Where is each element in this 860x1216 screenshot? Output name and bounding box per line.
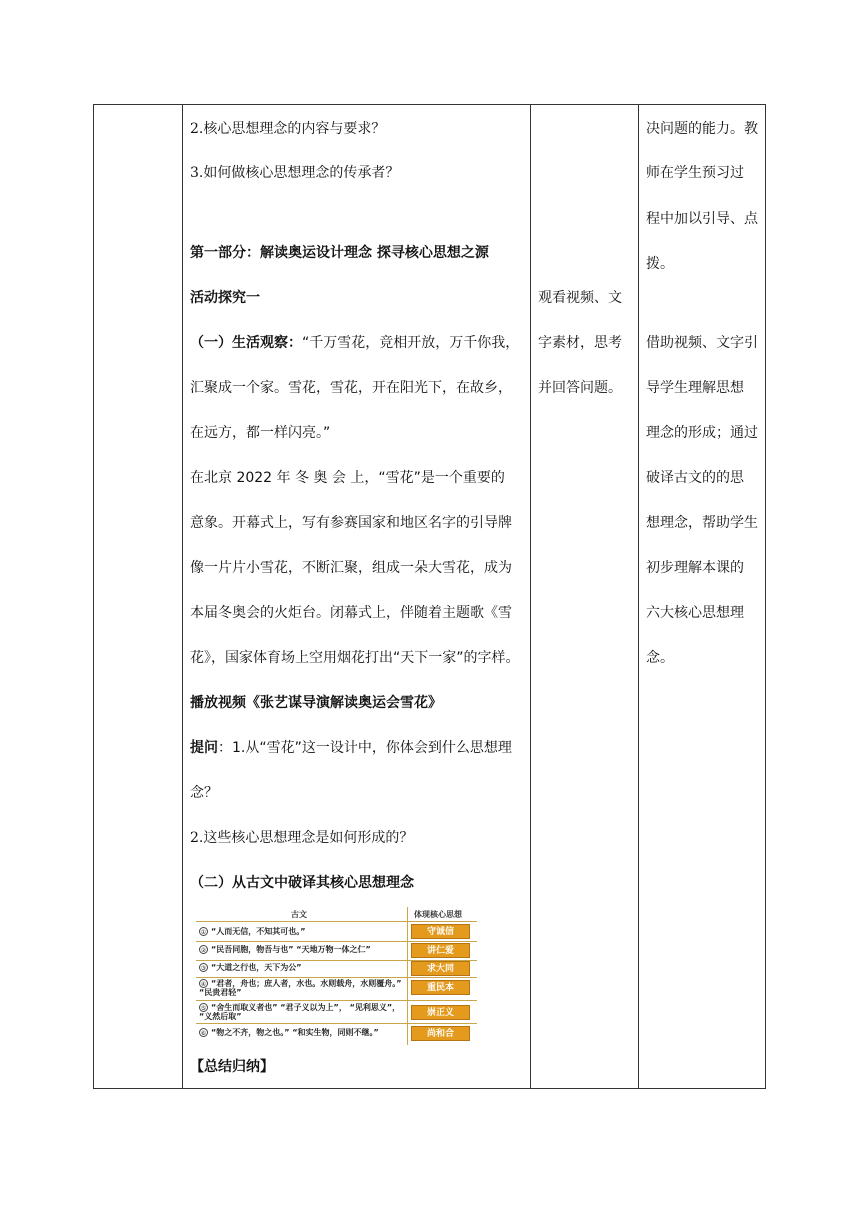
design-intent-line: 破译古文的的思	[646, 470, 744, 486]
ask-text: ：1.从“雪花”这一设计中，你体会到什么思想理	[218, 740, 512, 756]
figure-row-text: ① “人而无信，不知其可也。”	[200, 927, 306, 936]
design-intent-line: 初步理解本课的	[646, 560, 744, 576]
paragraph-line: 在北京 2022 年 冬 奥 会 上，“雪花”是一个重要的	[190, 470, 505, 486]
ancient-text-figure	[196, 907, 477, 1045]
column-divider	[182, 105, 183, 1088]
lyric-line: 汇聚成一个家。雪花，雪花，开在阳光下，在故乡，	[190, 380, 512, 396]
figure-header-right: 体现核心思想	[414, 910, 462, 919]
column-divider	[530, 105, 531, 1088]
figure-rule	[196, 977, 477, 978]
design-intent-line: 师在学生预习过	[646, 165, 744, 181]
core-idea-badge: 守诚信	[411, 924, 470, 939]
design-intent-line: 拨。	[646, 256, 674, 272]
ask-label: 提问	[190, 740, 218, 756]
student-activity-line: 字素材，思考	[538, 335, 622, 351]
paragraph-line: 花》，国家体育场上空用烟花打出“天下一家”的字样。	[190, 650, 520, 666]
figure-rule	[196, 921, 477, 922]
figure-row-text: ⑥ “物之不齐，物之也。” “和实生物，同则不继。”	[200, 1028, 379, 1037]
design-intent-line: 想理念，帮助学生	[646, 515, 758, 531]
question-3: 3.如何做核心思想理念的传承者？	[190, 165, 400, 181]
design-intent-line: 念。	[646, 650, 674, 666]
core-idea-badge: 尚和合	[411, 1026, 470, 1041]
part-1-heading: 第一部分：解读奥运设计理念 探寻核心思想之源	[190, 245, 489, 261]
core-idea-badge: 重民本	[411, 980, 470, 995]
question-2: 2.核心思想理念的内容与要求？	[190, 121, 386, 137]
figure-rule	[196, 1023, 477, 1024]
design-intent-line: 决问题的能力。教	[646, 121, 758, 137]
lyric-line: “千万雪花，竞相开放，万千你我，	[302, 335, 520, 351]
ask-line: 念？	[190, 785, 218, 801]
design-intent-line: 理念的形成；通过	[646, 425, 758, 441]
lyric-line: 在远方，都一样闪亮。”	[190, 425, 331, 441]
ask-line	[190, 738, 512, 758]
life-observation-label: （一）生活观察：	[190, 335, 302, 351]
design-intent-line: 导学生理解思想	[646, 380, 744, 396]
life-observation-line	[190, 333, 519, 353]
paragraph-line: 意象。开幕式上，写有参赛国家和地区名字的引导牌	[190, 515, 512, 531]
figure-rule	[196, 1000, 477, 1001]
figure-rule	[196, 941, 477, 942]
core-idea-badge: 崇正义	[411, 1005, 470, 1020]
core-idea-badge: 讲仁爱	[411, 943, 470, 958]
ask-question-2: 2.这些核心思想理念是如何形成的？	[190, 830, 414, 846]
column-divider	[638, 105, 639, 1088]
figure-row-text: ④ “君者，舟也；庶人者，水也。水则载舟，水则覆舟。” “民贵君轻”	[199, 979, 402, 997]
figure-row-text: ② “民吾同胞，物吾与也” “天地万物一体之仁”	[200, 945, 371, 954]
summary-heading: 【总结归纳】	[190, 1059, 274, 1075]
design-intent-line: 程中加以引导、点	[646, 211, 758, 227]
activity-heading: 活动探究一	[190, 290, 260, 306]
student-activity-line: 观看视频、文	[538, 290, 622, 306]
figure-header-left: 古文	[291, 910, 307, 919]
student-activity-line: 并回答问题。	[538, 380, 622, 396]
figure-row-text: ③ “大道之行也，天下为公”	[200, 963, 302, 972]
core-idea-badge: 求大同	[411, 961, 470, 976]
design-intent-line: 借助视频、文字引	[646, 335, 758, 351]
figure-row-text: ⑤ “舍生而取义者也” “君子义以为上”， “见利思义”， “义然后取”	[199, 1003, 401, 1021]
paragraph-line: 像一片片小雪花，不断汇聚，组成一朵大雪花，成为	[190, 560, 512, 576]
paragraph-line: 本届冬奥会的火炬台。闭幕式上，伴随着主题歌《雪	[190, 605, 512, 621]
design-intent-line: 六大核心思想理	[646, 605, 744, 621]
section-2-heading: （二）从古文中破译其核心思想理念	[190, 875, 414, 891]
figure-divider	[407, 907, 408, 1045]
video-heading: 播放视频《张艺谋导演解读奥运会雪花》	[190, 695, 442, 711]
